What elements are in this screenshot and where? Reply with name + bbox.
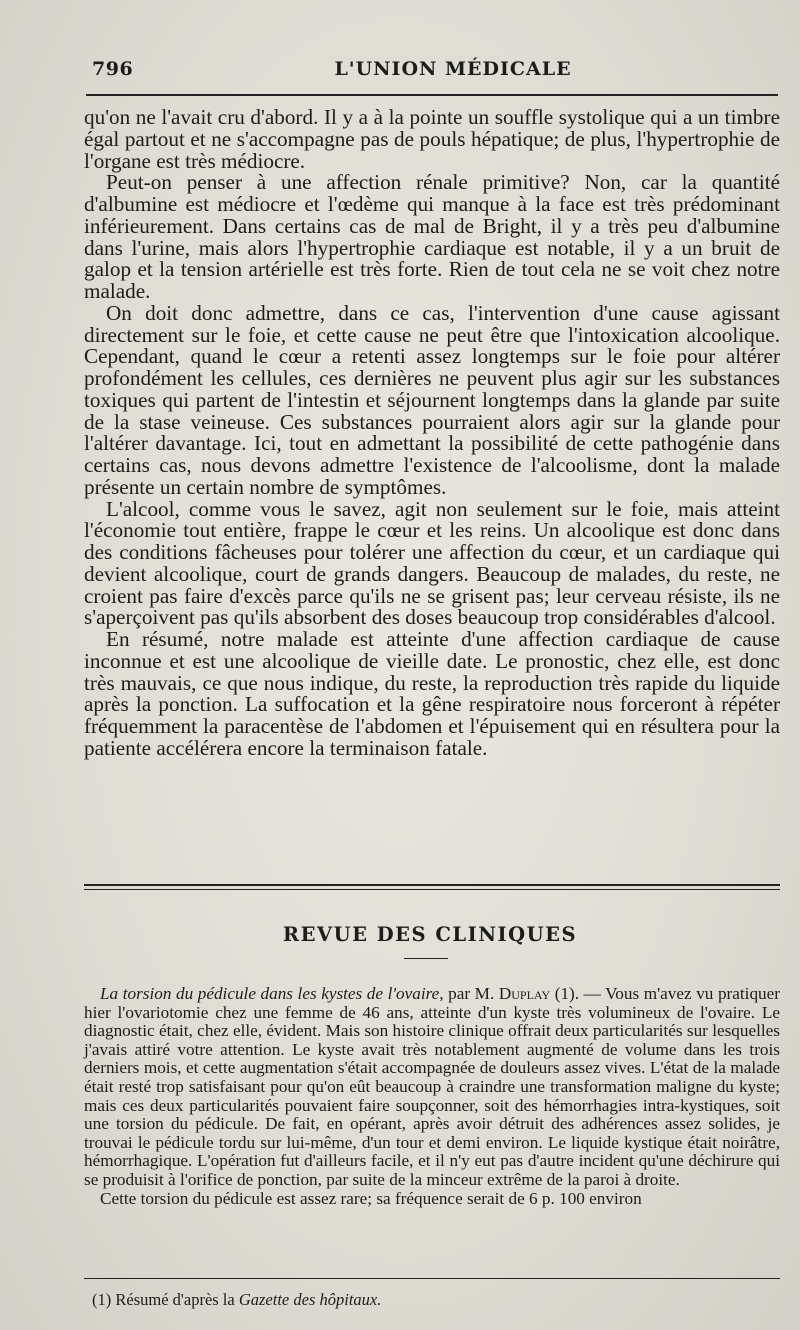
- footnote: [92, 1290, 772, 1310]
- clinic-article: [84, 985, 780, 1208]
- paragraph: Peut-on penser à une affection rénale primitive? Non, car la quantité d'albumine est médiocre et l'œdème qui manque à la face est très prédominant inférieurement. Dans certains cas de mal de Bright, il y a très peu d'albumine dans l'urine, mais alors l'hypertrophie cardiaque est notable, il y a un bruit de galop et la tension artérielle est très forte. Rien de tout cela ne se voit chez notre malade.: [84, 170, 780, 303]
- page-number: 796: [92, 58, 134, 80]
- page-header: [88, 58, 778, 84]
- footnote-reference: (1).: [554, 984, 580, 1003]
- section-title-underline: [404, 958, 448, 959]
- paragraph: qu'on ne l'avait cru d'abord. Il y a à la pointe un souffle systolique qui a un timbre égal partout et ne s'accompagne pas de pouls hépatique; de plus, l'hypertrophie de l'organe est très médiocre.: [84, 105, 780, 173]
- section-title: REVUE DES CLINIQUES: [282, 923, 578, 946]
- header-rule: [86, 94, 778, 96]
- clinic-paragraph: [84, 985, 780, 1190]
- section-divider-thin: [84, 889, 780, 890]
- section-divider: [84, 884, 780, 886]
- author-prefix: par M.: [448, 984, 495, 1003]
- clinic-paragraph-text: — Vous m'avez vu pratiquer hier l'ovariotomie chez une femme de 46 ans, atteinte d'un kyste très volumineux de l'ovaire. Le diagnostic était, chez elle, évident. Mais son histoire clinique offrait deux particularités sur lesquelles j'avais attiré votre attention. Le kyste avait très notablement augmenté de volume dans les trois derniers mois, et cette augmentation s'était accompagnée de douleurs assez vives. L'état de la malade était resté trop satisfaisant pour qu'on eût beaucoup à craindre une transformation maligne du kyste; mais ces deux particularités pouvaient faire soupçonner, soit des hémorrhagies intra-kystiques, soit une torsion du pédicule. De fait, en opérant, après avoir détruit des adhérences assez solides, je trouvai le pédicule tordu sur lui-même, d'un tour et demi environ. Le liquide kystique était noirâtre, hémorrhagique. L'opération fut d'ailleurs facile, et il n'y eut pas d'autre incident qu'une déchirure qui se produisit à l'orifice de ponction, par suite de la minceur extrême de la paroi à droite.: [84, 984, 780, 1189]
- clinic-paragraph: Cette torsion du pédicule est assez rare; sa fréquence serait de 6 p. 100 environ: [100, 1188, 642, 1208]
- footnote-rule: [84, 1278, 780, 1279]
- lecture-text: [84, 107, 780, 760]
- paragraph: En résumé, notre malade est atteinte d'une affection cardiaque de cause inconnue et est une alcoolique de vieille date. Le pronostic, chez elle, est donc très mauvais, ce que nous indique, du reste, la reproduction très rapide du liquide après la ponction. La suffocation et la gêne respiratoire nous forceront à répéter fréquemment la paracentèse de l'abdomen et l'épuisement qui en résultera pour la patiente accélérera encore la terminaison fatale.: [84, 627, 780, 760]
- paragraph: L'alcool, comme vous le savez, agit non seulement sur le foie, mais atteint l'économie tout entière, frappe le cœur et les reins. Un alcoolique est donc dans des conditions fâcheuses pour tolérer une affection du cœur, et un cardiaque qui devient alcoolique, court de grands dangers. Beaucoup de malades, du reste, ne croient pas faire d'excès parce qu'ils ne se grisent pas; leur cerveau résiste, ils ne s'aperçoivent pas qu'ils absorbent des doses beaucoup trop considérables d'alcool.: [84, 496, 780, 630]
- footnote-source: Gazette des hôpitaux.: [238, 1290, 382, 1309]
- article-author: Duplay: [498, 984, 551, 1003]
- journal-title: L'UNION MÉDICALE: [334, 58, 572, 80]
- footnote-text: (1) Résumé d'après la: [92, 1290, 235, 1309]
- paragraph: On doit donc admettre, dans ce cas, l'intervention d'une cause agissant directement sur le foie, et cette cause ne peut être que l'intoxication alcoolique. Cependant, quand le cœur a retenti assez longtemps sur le foie pour altérer profondément les cellules, ces dernières ne peuvent plus agir sur les substances toxiques qui partent de l'intestin et séjournent longtemps dans la glande par suite de la stase veineuse. Ces substances pourraient alors agir sur la glande pour l'altérer davantage. Ici, tout en admettant la possibilité de cette pathogénie dans certains cas, nous devons admettre l'existence de l'alcoolisme, dont la malade présente un certain nombre de symptômes.: [84, 300, 780, 499]
- article-title: La torsion du pédicule dans les kystes de l'ovaire,: [100, 984, 444, 1003]
